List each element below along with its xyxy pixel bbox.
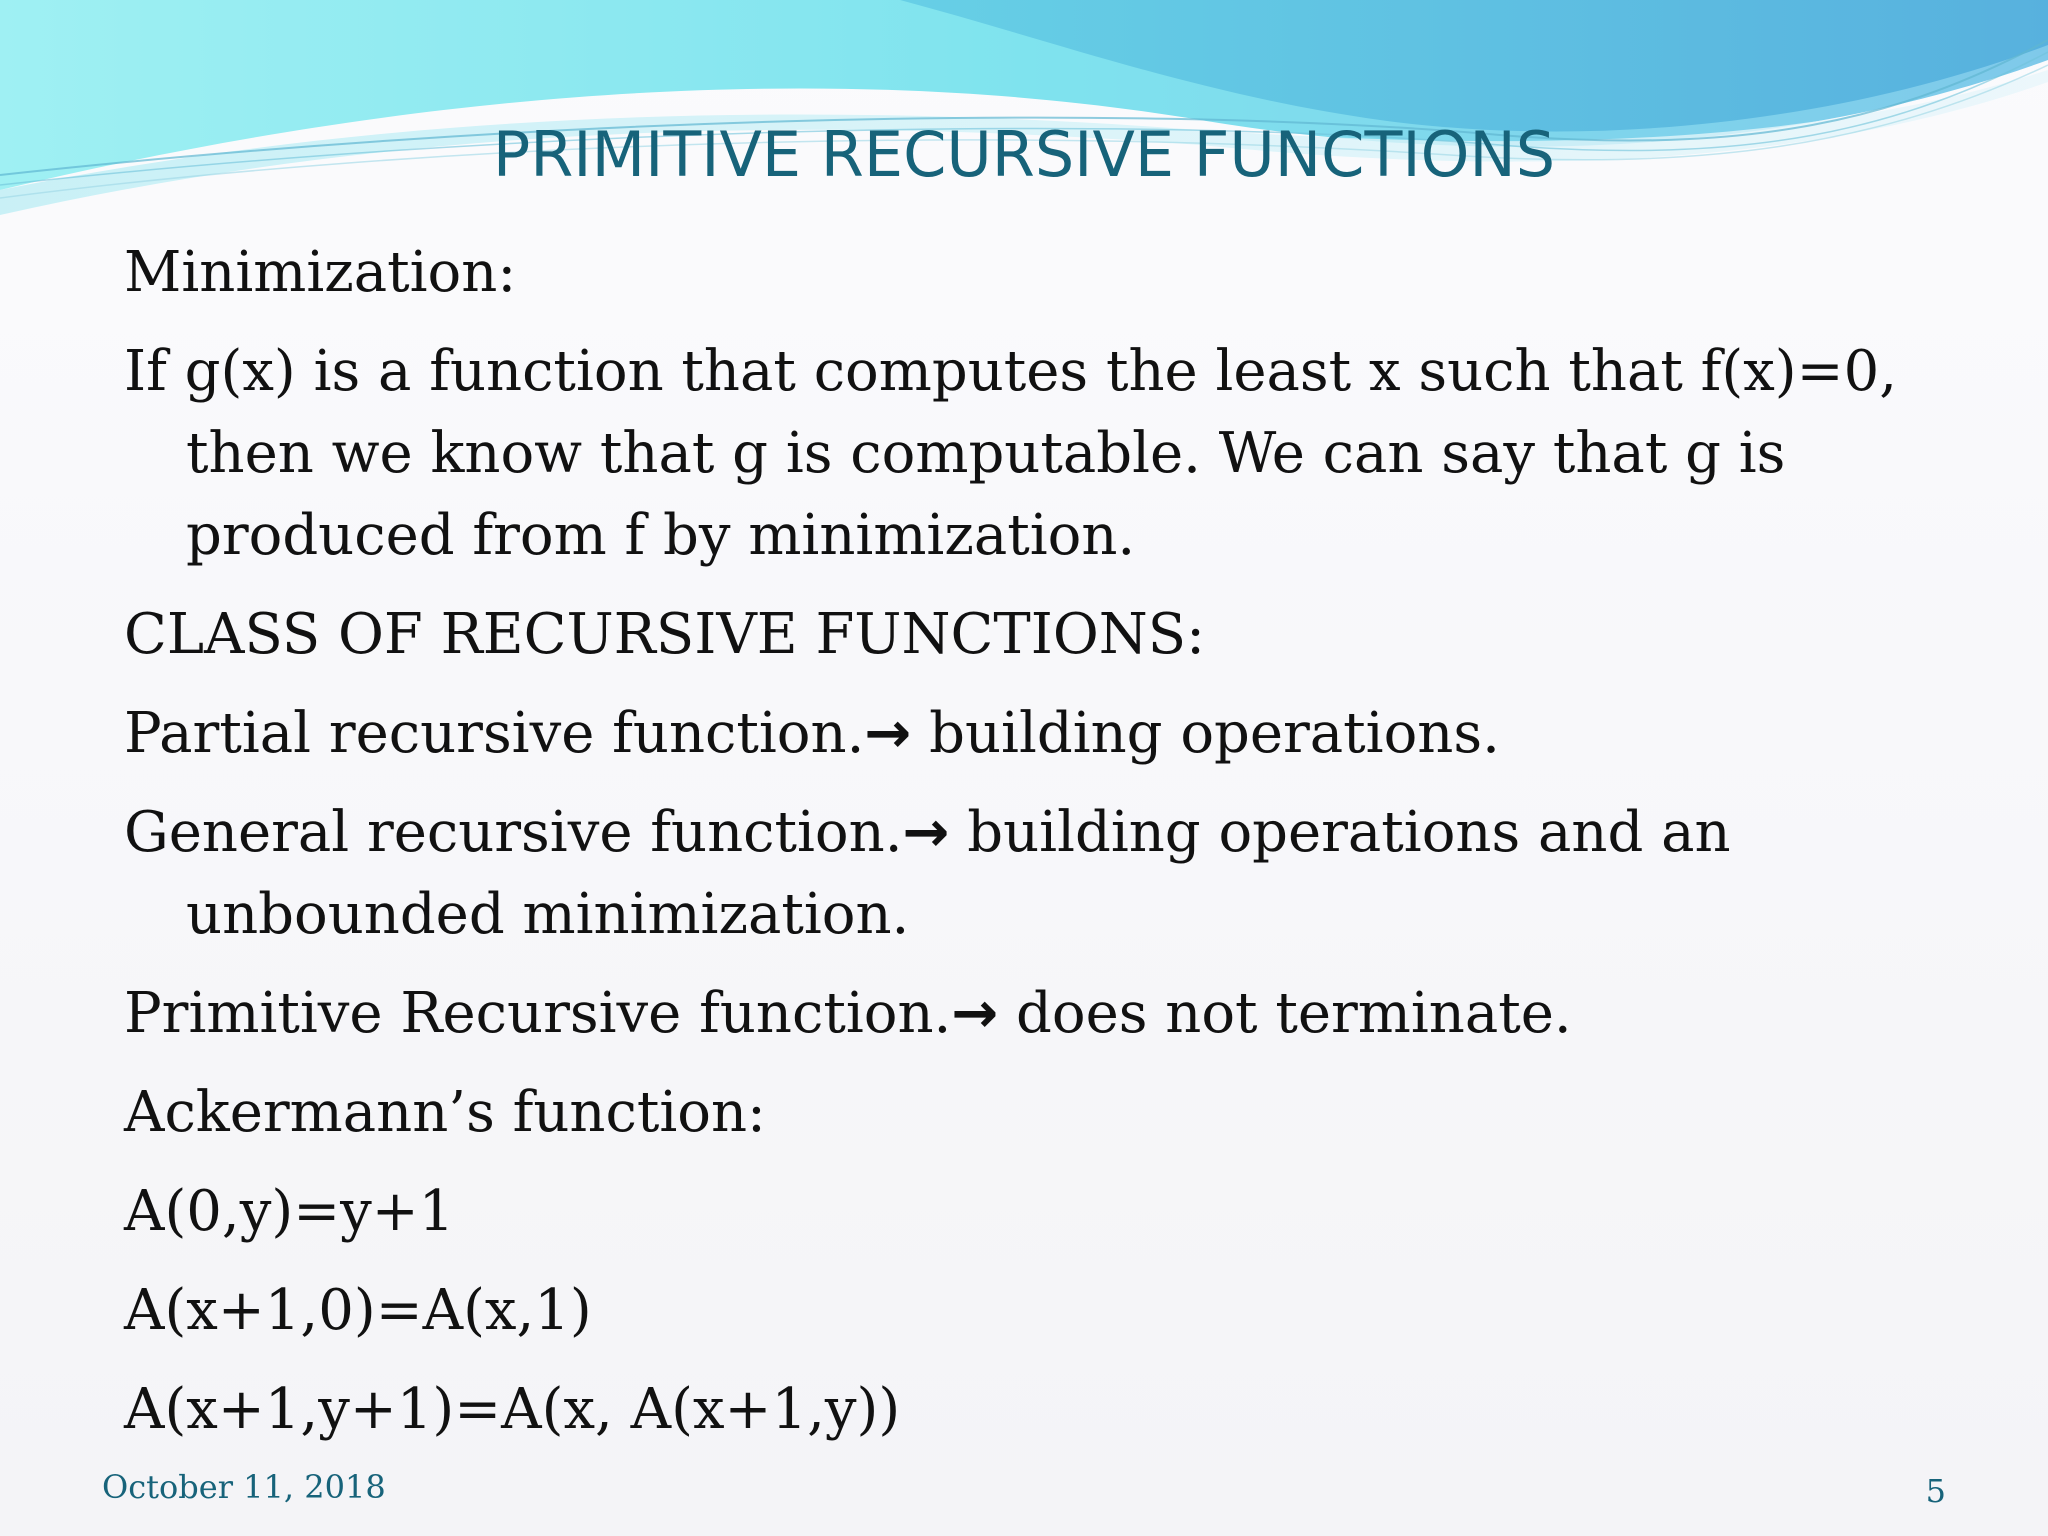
footer-page-number: 5 <box>1925 1472 1946 1510</box>
paragraph-minimization-heading: Minimization: <box>124 240 517 305</box>
footer-date: October 11, 2018 <box>102 1468 386 1506</box>
slide-title: PRIMITIVE RECURSIVE FUNCTIONS <box>492 118 1556 191</box>
paragraph-minimization-definition: If g(x) is a function that computes the least x such that f(x)=0, then we know that g is computable. We can say that g is produced from f by minimization. <box>124 339 1897 568</box>
paragraph-primitive-recursive <box>124 973 1984 1055</box>
arrow-right-icon: → <box>902 800 950 865</box>
term-description: building operations. <box>911 701 1500 766</box>
term-description: building operations and an unbounded minimization. <box>186 800 1731 947</box>
term-label: General recursive function. <box>124 800 903 865</box>
equation-base-case: A(0,y)=y+1 <box>124 1179 455 1244</box>
paragraph-class-heading: CLASS OF RECURSIVE FUNCTIONS: <box>124 602 1205 667</box>
term-label: Partial recursive function. <box>124 701 865 766</box>
term-label: Primitive Recursive function. <box>124 981 952 1046</box>
slide-body <box>124 232 1984 1468</box>
paragraph-ackermann-heading: Ackermann’s function: <box>124 1080 766 1145</box>
equation-y-zero-case: A(x+1,0)=A(x,1) <box>124 1278 592 1343</box>
paragraph-general-recursive <box>124 792 1984 956</box>
arrow-right-icon: → <box>951 981 999 1046</box>
equation-recursive-case: A(x+1,y+1)=A(x, A(x+1,y)) <box>124 1377 901 1442</box>
term-description: does not terminate. <box>998 981 1572 1046</box>
paragraph-partial-recursive <box>124 693 1984 775</box>
arrow-right-icon: → <box>864 701 912 766</box>
